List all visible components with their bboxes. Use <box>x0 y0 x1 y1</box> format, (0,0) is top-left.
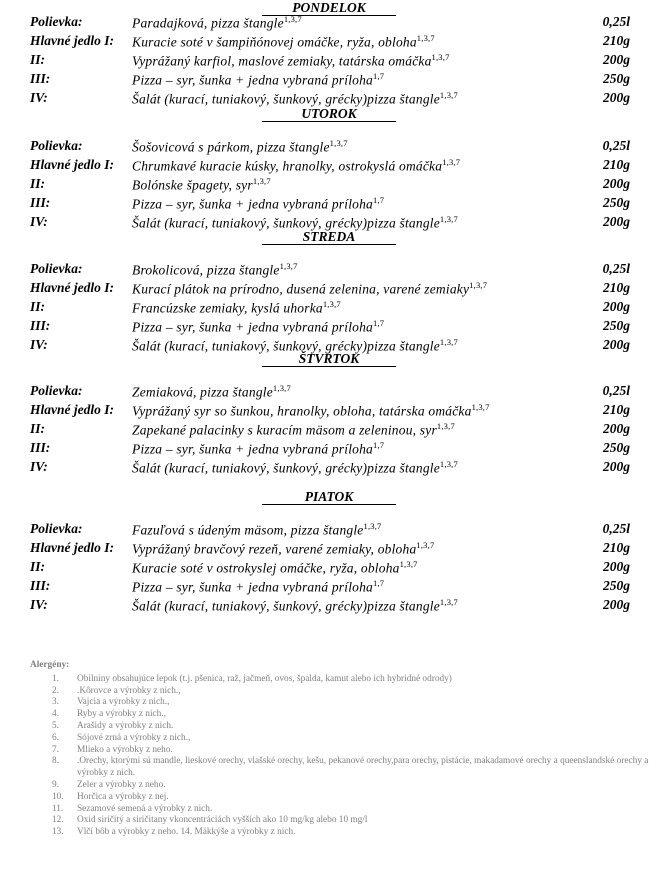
allergen-title: Alergény: <box>30 660 70 670</box>
menu-row <box>0 459 666 477</box>
menu-row <box>0 402 666 420</box>
allergen-codes: 1,3,7 <box>431 52 450 62</box>
menu-item-amount: 250g <box>603 195 630 210</box>
menu-item-label: Hlavné jedlo I: <box>30 33 114 48</box>
menu-item-amount: 0,25l <box>602 138 630 153</box>
menu-item-label: II: <box>30 559 46 574</box>
menu-item-amount: 210g <box>603 402 630 417</box>
menu-item-label: II: <box>30 52 46 67</box>
allergen-text: Obilniny obsahujúce lepok (t.j. pšenica, raž, jačmeň, ovos, špalda, kamut alebo ich hybridné odrody) <box>77 673 452 684</box>
menu-item-label: IV: <box>30 90 48 105</box>
allergen-codes: 1,3,7 <box>283 14 302 24</box>
allergen-text: Oxid siričitý a siričitany vkoncentráciách vyšších ako 10 mg/kg alebo 10 mg/l <box>77 815 368 826</box>
dish-text: Chrumkavé kuracie kúsky, hranolky, ostrokyslá omáčka <box>132 158 443 174</box>
allergen-item <box>30 827 650 839</box>
menu-item-dish <box>132 280 487 298</box>
menu-item-dish <box>132 402 490 420</box>
menu-item-amount: 210g <box>603 280 630 295</box>
dish-text: Šalát (kurací, tuniakový, šunkový, grécky)pizza štangle <box>132 215 440 231</box>
menu-item-label: III: <box>30 578 51 593</box>
dish-text: Šalát (kurací, tuniakový, šunkový, grécky)pizza štangle <box>132 338 440 354</box>
allergen-item <box>30 804 650 816</box>
menu-item-dish <box>132 383 291 401</box>
allergen-number: 4. <box>52 709 59 720</box>
menu-item-dish <box>132 195 384 213</box>
menu-item-dish <box>132 176 271 194</box>
menu-item-dish <box>132 559 418 577</box>
menu-row <box>0 33 666 51</box>
menu-item-dish <box>132 597 458 615</box>
menu-item-amount: 0,25l <box>602 521 630 536</box>
menu-row <box>0 52 666 70</box>
allergen-codes: 1,3,7 <box>442 157 461 167</box>
menu-row <box>0 440 666 458</box>
allergen-codes: 1,3,7 <box>272 383 291 393</box>
menu-item-dish <box>132 578 384 596</box>
menu-row <box>0 540 666 558</box>
menu-item-amount: 210g <box>603 33 630 48</box>
dish-text: Brokolicová, pizza štangle <box>132 262 280 278</box>
allergen-text: Vlčí bôb a výrobky z neho. 14. Mäkkýše a výrobky z nich. <box>77 827 296 838</box>
menu-item-amount: 0,25l <box>602 14 630 29</box>
menu-item-dish <box>132 157 460 175</box>
menu-item-amount: 200g <box>603 52 630 67</box>
allergen-number: 8. <box>52 756 59 767</box>
menu-item-label: IV: <box>30 459 48 474</box>
menu-item-amount: 250g <box>603 578 630 593</box>
menu-item-label: IV: <box>30 597 48 612</box>
allergen-codes: 1,3,7 <box>469 280 488 290</box>
allergen-number: 2. <box>52 685 59 696</box>
allergen-item <box>30 709 650 721</box>
menu-row <box>0 157 666 175</box>
menu-item-dish <box>132 14 302 32</box>
menu-item-amount: 200g <box>603 176 630 191</box>
dish-text: Zemiaková, pizza štangle <box>132 384 273 400</box>
dish-text: Bolónske špagety, syr <box>132 177 253 193</box>
allergen-text: Sójové zrná a výrobky z nich., <box>77 732 191 743</box>
menu-row <box>0 299 666 317</box>
menu-item-label: III: <box>30 318 51 333</box>
allergen-codes: 1,7 <box>373 318 385 328</box>
menu-item-amount: 0,25l <box>602 383 630 398</box>
dish-text: Šošovicová s párkom, pizza štangle <box>132 139 330 155</box>
dish-text: Francúzske zemiaky, kyslá uhorka <box>132 300 323 316</box>
dish-text: Vyprážaný karfiol, maslové zemiaky, tatárska omáčka <box>132 53 432 69</box>
menu-item-dish <box>132 318 384 336</box>
menu-item-label: II: <box>30 176 46 191</box>
dish-text: Kurací plátok na prírodno, dusená zelenina, varené zemiaky <box>132 281 470 297</box>
menu-item-label: II: <box>30 421 46 436</box>
allergen-number: 6. <box>52 732 59 743</box>
allergen-text: .Kôrovce a výrobky z nich., <box>77 685 181 696</box>
menu-item-amount: 200g <box>603 299 630 314</box>
dish-text: Šalát (kurací, tuniakový, šunkový, grécky)pizza štangle <box>132 91 440 107</box>
menu-item-label: III: <box>30 440 51 455</box>
dish-text: Paradajková, pizza štangle <box>132 15 284 31</box>
allergen-number: 7. <box>52 744 59 755</box>
dish-text: Pizza – syr, šunka + jedna vybraná príloha <box>132 319 373 335</box>
menu-row <box>0 195 666 213</box>
allergen-codes: 1,3,7 <box>399 559 418 569</box>
menu-row <box>0 176 666 194</box>
allergen-number: 13. <box>52 827 64 838</box>
allergen-codes: 1,3,7 <box>439 597 458 607</box>
allergen-text: Vajcia a výrobky z nich., <box>77 697 170 708</box>
menu-item-dish <box>132 261 298 279</box>
menu-item-dish <box>132 138 348 156</box>
allergen-codes: 1,3,7 <box>416 33 435 43</box>
allergen-text: Arašidy a výrobky z nich. <box>77 720 174 731</box>
dish-text: Fazuľová s údeným mäsom, pizza štangle <box>132 522 364 538</box>
menu-item-amount: 210g <box>603 540 630 555</box>
allergen-number: 11. <box>52 803 64 814</box>
allergen-item <box>30 756 650 780</box>
allergen-item <box>30 686 650 698</box>
allergen-item <box>30 792 650 804</box>
menu-item-dish <box>132 459 458 477</box>
allergen-number: 3. <box>52 697 59 708</box>
menu-item-amount: 200g <box>603 559 630 574</box>
allergen-codes: 1,3,7 <box>436 421 455 431</box>
dish-text: Zapekané palacinky s kuracím mäsom a zeleninou, syr <box>132 422 437 438</box>
dish-text: Kuracie soté v ostrokyslej omáčke, ryža, obloha <box>132 560 400 576</box>
menu-row <box>0 421 666 439</box>
dish-text: Pizza – syr, šunka + jedna vybraná príloha <box>132 72 373 88</box>
dish-text: Kuracie soté v šampiňónovej omáčke, ryža, obloha <box>132 34 417 50</box>
day-heading: STREDA <box>262 229 396 245</box>
menu-item-amount: 200g <box>603 421 630 436</box>
menu-item-dish <box>132 33 435 51</box>
allergen-item <box>30 780 650 792</box>
day-heading: UTOROK <box>262 106 396 122</box>
day-heading: ŠTVRTOK <box>262 351 396 367</box>
allergen-text: Sezamové semená a výrobky z nich. <box>77 803 213 814</box>
menu-row <box>0 71 666 89</box>
menu-row <box>0 14 666 32</box>
menu-item-amount: 250g <box>603 318 630 333</box>
allergen-item <box>30 721 650 733</box>
allergen-item <box>30 674 650 686</box>
menu-item-label: Hlavné jedlo I: <box>30 540 114 555</box>
allergen-codes: 1,7 <box>373 195 385 205</box>
allergen-codes: 1,3,7 <box>439 214 458 224</box>
menu-item-label: Hlavné jedlo I: <box>30 402 114 417</box>
allergen-number: 10. <box>52 791 64 802</box>
allergen-items <box>30 674 650 839</box>
allergen-list <box>30 660 650 839</box>
allergen-codes: 1,3,7 <box>471 402 490 412</box>
allergen-item <box>30 815 650 827</box>
dish-text: Pizza – syr, šunka + jedna vybraná príloha <box>132 579 373 595</box>
menu-item-label: II: <box>30 299 46 314</box>
menu-row <box>0 559 666 577</box>
menu-item-label: Polievka: <box>30 261 83 276</box>
allergen-number: 9. <box>52 779 59 790</box>
menu-item-dish <box>132 521 382 539</box>
menu-item-label: IV: <box>30 337 48 352</box>
dish-text: Pizza – syr, šunka + jedna vybraná príloha <box>132 196 373 212</box>
menu-item-amount: 250g <box>603 71 630 86</box>
menu-item-amount: 200g <box>603 337 630 352</box>
menu-row <box>0 280 666 298</box>
allergen-item <box>30 733 650 745</box>
menu-row <box>0 578 666 596</box>
allergen-text: .Orechy, ktorými sú mandle, lieskové orechy, vlašské orechy, kešu, pekanové orechy,para orechy, pistácie, makadamové orechy a queenslandské orechy a výrobky z nich. <box>77 756 649 779</box>
menu-item-label: Polievka: <box>30 383 83 398</box>
menu-item-amount: 200g <box>603 459 630 474</box>
menu-item-label: Polievka: <box>30 14 83 29</box>
allergen-number: 12. <box>52 815 64 826</box>
allergen-codes: 1,3,7 <box>439 459 458 469</box>
menu-item-dish <box>132 540 434 558</box>
menu-item-amount: 0,25l <box>602 261 630 276</box>
menu-item-label: Polievka: <box>30 138 83 153</box>
day-heading: PONDELOK <box>262 0 396 16</box>
allergen-codes: 1,7 <box>373 71 385 81</box>
allergen-codes: 1,3,7 <box>439 90 458 100</box>
allergen-codes: 1,3,7 <box>363 521 382 531</box>
menu-row <box>0 521 666 539</box>
dish-text: Vyprážaný syr so šunkou, hranolky, obloha, tatárska omáčka <box>132 403 472 419</box>
menu-item-amount: 200g <box>603 90 630 105</box>
menu-item-dish <box>132 299 341 317</box>
allergen-codes: 1,3,7 <box>416 540 435 550</box>
day-heading: PIATOK <box>262 489 396 505</box>
allergen-text: Ryby a výrobky z nich., <box>77 709 166 720</box>
menu-item-amount: 210g <box>603 157 630 172</box>
allergen-codes: 1,3,7 <box>329 138 348 148</box>
menu-item-dish <box>132 440 384 458</box>
menu-item-label: III: <box>30 71 51 86</box>
dish-text: Vyprážaný bravčový rezeň, varené zemiaky, obloha <box>132 541 417 557</box>
menu-item-label: III: <box>30 195 51 210</box>
allergen-text: Mlieko a výrobky z neho. <box>77 744 173 755</box>
allergen-text: Zeler a výrobky z neho. <box>77 779 166 790</box>
allergen-number: 5. <box>52 720 59 731</box>
allergen-codes: 1,3,7 <box>322 299 341 309</box>
menu-item-label: Hlavné jedlo I: <box>30 157 114 172</box>
allergen-text: Horčica a výrobky z nej. <box>77 791 169 802</box>
menu-row <box>0 138 666 156</box>
menu-item-dish <box>132 421 455 439</box>
menu-item-dish <box>132 90 458 108</box>
allergen-item <box>30 745 650 757</box>
allergen-codes: 1,7 <box>373 578 385 588</box>
menu-item-label: Polievka: <box>30 521 83 536</box>
menu-item-label: Hlavné jedlo I: <box>30 280 114 295</box>
allergen-codes: 1,3,7 <box>279 261 298 271</box>
menu-row <box>0 261 666 279</box>
allergen-codes: 1,3,7 <box>252 176 271 186</box>
menu-row <box>0 597 666 615</box>
allergen-item <box>30 697 650 709</box>
menu-row <box>0 383 666 401</box>
allergen-number: 1. <box>52 673 59 684</box>
dish-text: Šalát (kurací, tuniakový, šunkový, grécky)pizza štangle <box>132 460 440 476</box>
menu-item-label: IV: <box>30 214 48 229</box>
dish-text: Šalát (kurací, tuniakový, šunkový, grécky)pizza štangle <box>132 598 440 614</box>
menu-item-amount: 200g <box>603 597 630 612</box>
menu-row <box>0 318 666 336</box>
allergen-codes: 1,3,7 <box>439 337 458 347</box>
menu-item-dish <box>132 52 450 70</box>
allergen-codes: 1,7 <box>373 440 385 450</box>
menu-item-amount: 200g <box>603 214 630 229</box>
menu-item-amount: 250g <box>603 440 630 455</box>
menu-item-dish <box>132 71 384 89</box>
dish-text: Pizza – syr, šunka + jedna vybraná príloha <box>132 441 373 457</box>
